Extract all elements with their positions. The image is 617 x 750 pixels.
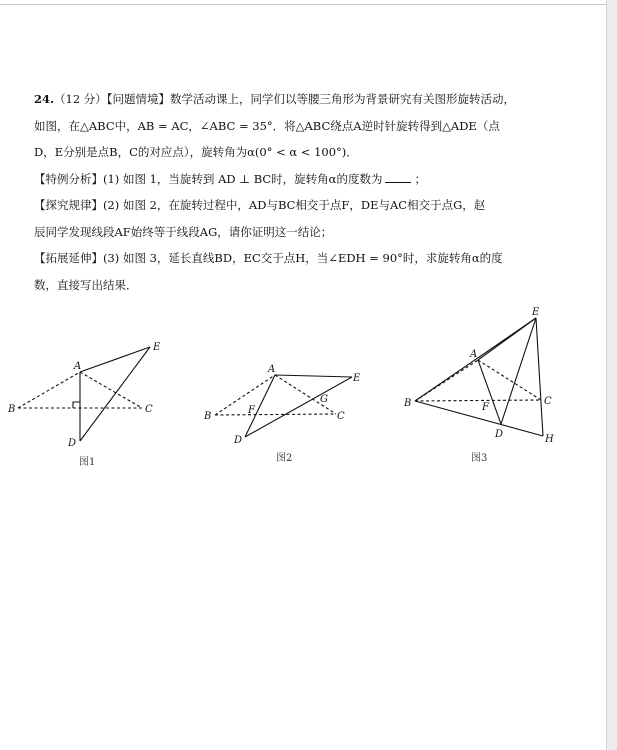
fig2-label-F: F xyxy=(248,405,255,416)
fig2-label-G: G xyxy=(320,394,328,405)
fig2-label-B: B xyxy=(204,411,212,422)
fig3-label-F: F xyxy=(482,402,489,413)
fig2-label-A: A xyxy=(268,364,276,375)
fig1-caption: 图1 xyxy=(79,457,96,468)
question-line-2: 如图，在△ABC中，AB = AC，∠ABC = 35°．将△ABC绕点A逆时针旋转得到△ADE（点 xyxy=(34,118,500,133)
fig2-label-C: C xyxy=(337,411,345,422)
fig1-right-angle-mark xyxy=(73,402,80,408)
question-line-6: 辰同学发现线段AF始终等于线段AG，请你证明这一结论； xyxy=(34,224,333,239)
fig1-label-C: C xyxy=(145,404,153,415)
answer-blank xyxy=(385,172,411,183)
fig1-label-D: D xyxy=(68,438,77,449)
fig3-segment-EH xyxy=(536,318,543,436)
fig3-segment-BC xyxy=(415,400,541,401)
fig2-caption: 图2 xyxy=(276,453,293,464)
fig2-label-E: E xyxy=(353,373,361,384)
scrollbar-track[interactable] xyxy=(606,0,617,750)
fig3-segment-DE xyxy=(501,318,536,424)
fig3-label-C: C xyxy=(544,396,552,407)
question-line-8: 数，直接写出结果． xyxy=(34,277,138,292)
top-rule xyxy=(0,4,606,5)
question-24 xyxy=(34,86,516,298)
fig3-segment-AD xyxy=(478,360,501,424)
fig3-label-E: E xyxy=(532,307,540,318)
question-line-5: 【探究规律】(2) 如图 2，在旋转过程中，AD与BC相交于点F，DE与AC相交于点G，赵 xyxy=(34,198,486,212)
question-line-1: 24.（12 分）【问题情境】数学活动课上，同学们以等腰三角形为背景研究有关图形旋转活动， xyxy=(34,92,516,106)
figure-3 xyxy=(395,300,575,470)
fig3-label-A: A xyxy=(470,349,478,360)
fig1-segment-AE xyxy=(80,347,150,372)
figure-1 xyxy=(0,330,180,470)
fig1-label-B: B xyxy=(8,404,16,415)
fig3-label-D: D xyxy=(495,429,504,440)
fig2-segment-BA xyxy=(215,375,275,415)
question-line-4: 【特例分析】(1) 如图 1，当旋转到 AD ⊥ BC时，旋转角α的度数为 ； xyxy=(34,171,426,186)
fig2-label-D: D xyxy=(234,435,243,446)
fig2-segment-AE xyxy=(275,375,352,377)
question-line-3: D，E分别是点B，C的对应点），旋转角为α(0° < α < 100°)． xyxy=(34,145,358,159)
fig2-segment-DE xyxy=(245,377,352,437)
fig1-segment-BA xyxy=(18,372,80,408)
fig3-label-B: B xyxy=(404,398,412,409)
fig1-segment-DE xyxy=(80,347,150,441)
fig3-caption: 图3 xyxy=(471,453,488,464)
fig1-label-A: A xyxy=(74,361,82,372)
fig1-segment-AC xyxy=(80,372,142,408)
fig3-segment-AC xyxy=(478,360,541,400)
question-line-7: 【拓展延伸】(3) 如图 3，延长直线BD，EC交于点H，当∠EDH = 90°时，求旋转角α的度 xyxy=(34,251,503,265)
fig2-segment-BC xyxy=(215,414,336,415)
figure-2 xyxy=(190,330,380,470)
question-number: 24. xyxy=(34,92,55,106)
fig3-segment-BH xyxy=(415,401,543,436)
fig3-label-H: H xyxy=(545,434,554,445)
fig1-label-E: E xyxy=(153,342,161,353)
